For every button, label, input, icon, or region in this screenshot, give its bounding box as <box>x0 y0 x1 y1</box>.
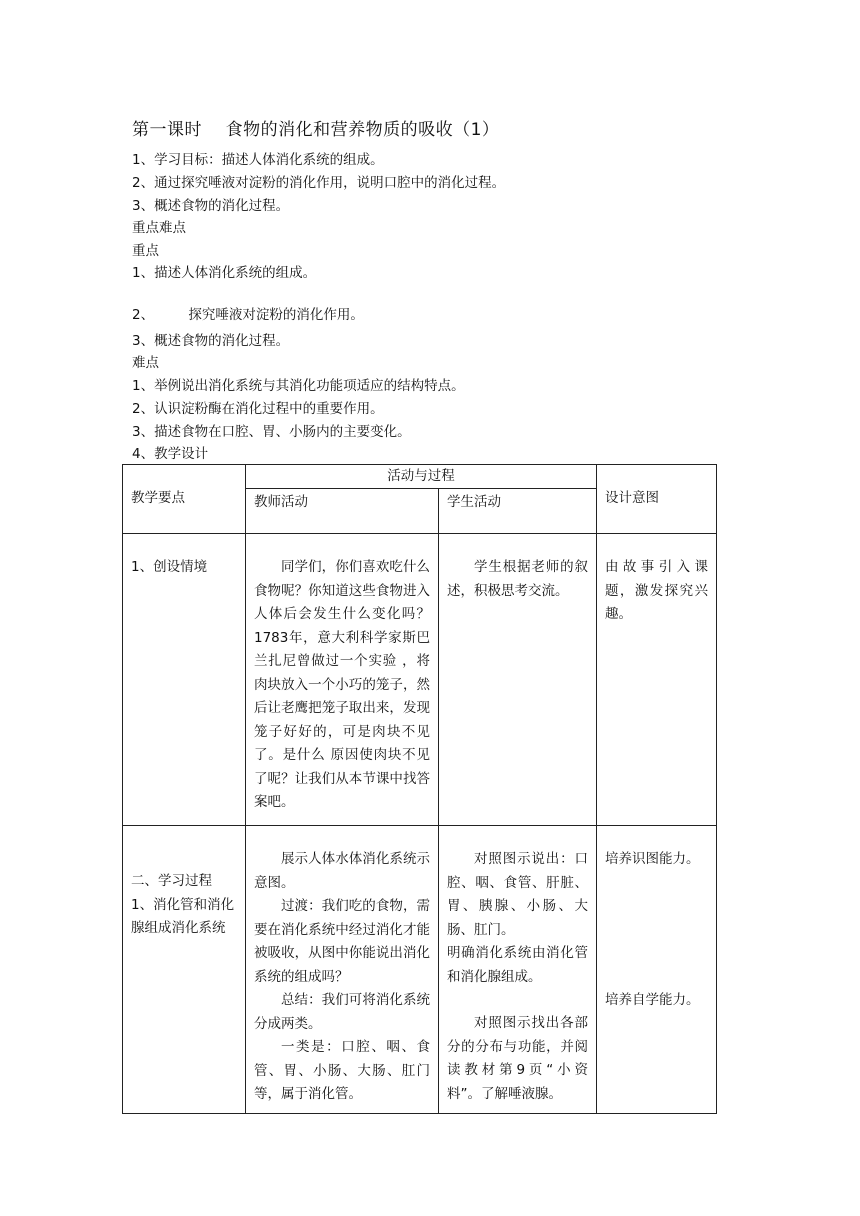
row2-teacher-line: 过渡：我们吃的食物，需要在消化系统中经过消化才能被吸收，从图中你能说出消化系统的组成吗？ <box>254 898 430 985</box>
row2-teacher-line: 展示人体水体消化系统示意图。 <box>254 851 430 891</box>
key-point-1: 1、描述人体消化系统的组成。 <box>132 265 317 281</box>
header-teacher: 教师活动 <box>254 494 308 510</box>
header-teacher-cell <box>246 489 439 534</box>
header-intent: 设计意图 <box>605 490 659 507</box>
row2-student-line: 明确消化系统由消化管和消化腺组成。 <box>447 945 588 985</box>
lesson-title: 第一课时 食物的消化和营养物质的吸收（1） <box>132 120 500 140</box>
key-point-2: 2、 探究唾液对淀粉的消化作用。 <box>132 307 364 323</box>
difficult-point-2: 2、认识淀粉酶在消化过程中的重要作用。 <box>132 401 384 417</box>
row2-teacher-line: 总结：我们可将消化系统分成两类。 <box>254 992 430 1032</box>
header-activity-group: 活动与过程 <box>387 468 455 484</box>
row1-intent: 由故事引入课题，激发探究兴趣。 <box>605 559 708 622</box>
table-header-row <box>123 465 717 489</box>
row2-intent-line: 培养识图能力。 <box>605 851 700 867</box>
objective-1: 1、学习目标：描述人体消化系统的组成。 <box>132 152 384 168</box>
row2-key-cell <box>123 826 246 1114</box>
header-key-points-cell <box>123 465 246 534</box>
header-intent-cell <box>597 465 717 534</box>
header-student-cell <box>439 489 597 534</box>
header-key-points: 教学要点 <box>131 490 185 507</box>
row2-intent-line: 培养自学能力。 <box>605 991 700 1008</box>
row2-student-cell <box>439 826 597 1114</box>
row1-teacher: 同学们，你们喜欢吃什么食物呢？你知道这些食物进入人体后会发生什么变化吗？1783年，意大利科学家斯巴兰扎尼曾做过一个实验 ，将肉块放入一个小巧的笼子，然后让老鹰把笼子取出来，发现笼子好好的，可是肉块不见了。是什么 原因使肉块不见了呢？让我们从本节课中找答案吧。 <box>254 559 430 810</box>
difficult-point-3: 3、描述食物在口腔、胃、小肠内的主要变化。 <box>132 424 411 440</box>
row2-teacher-cell <box>246 826 439 1114</box>
row2-intent-cell <box>597 826 717 1114</box>
difficult-heading: 难点 <box>132 355 159 371</box>
row2-key: 二、学习过程 1、消化管和消化腺组成消化系统 <box>131 873 235 936</box>
table-row <box>123 534 717 826</box>
row1-intent-cell <box>597 534 717 826</box>
row2-teacher-line: 一类是：口腔、咽、食管、胃、小肠、大肠、肛门等，属于消化管。 <box>254 1039 430 1102</box>
difficult-point-4: 4、教学设计 <box>132 446 209 462</box>
row1-student-cell <box>439 534 597 826</box>
row1-teacher-cell <box>246 534 439 826</box>
objective-2: 2、通过探究唾液对淀粉的消化作用，说明口腔中的消化过程。 <box>132 175 506 191</box>
row1-key-cell <box>123 534 246 826</box>
difficult-point-1: 1、举例说出消化系统与其消化功能项适应的结构特点。 <box>132 378 465 394</box>
row2-student-line: 对照图示找出各部分的分布与功能，并阅读教材第9页“小资料”。了解唾液腺。 <box>447 1015 588 1102</box>
header-student: 学生活动 <box>447 494 501 510</box>
key-heading: 重点 <box>132 243 159 259</box>
key-point-3: 3、概述食物的消化过程。 <box>132 333 290 349</box>
objective-3: 3、概述食物的消化过程。 <box>132 198 290 214</box>
header-activity-group-cell <box>246 465 597 489</box>
row1-student: 学生根据老师的叙述，积极思考交流。 <box>447 559 588 599</box>
row2-student-line: 对照图示说出：口腔、咽、食管、肝脏、胃、胰腺、小肠、大肠、肛门。 <box>447 851 588 938</box>
teaching-design-table <box>122 464 717 1114</box>
row1-key: 1、创设情境 <box>131 559 208 575</box>
table-row <box>123 826 717 1114</box>
key-difficult-heading: 重点难点 <box>132 220 186 236</box>
